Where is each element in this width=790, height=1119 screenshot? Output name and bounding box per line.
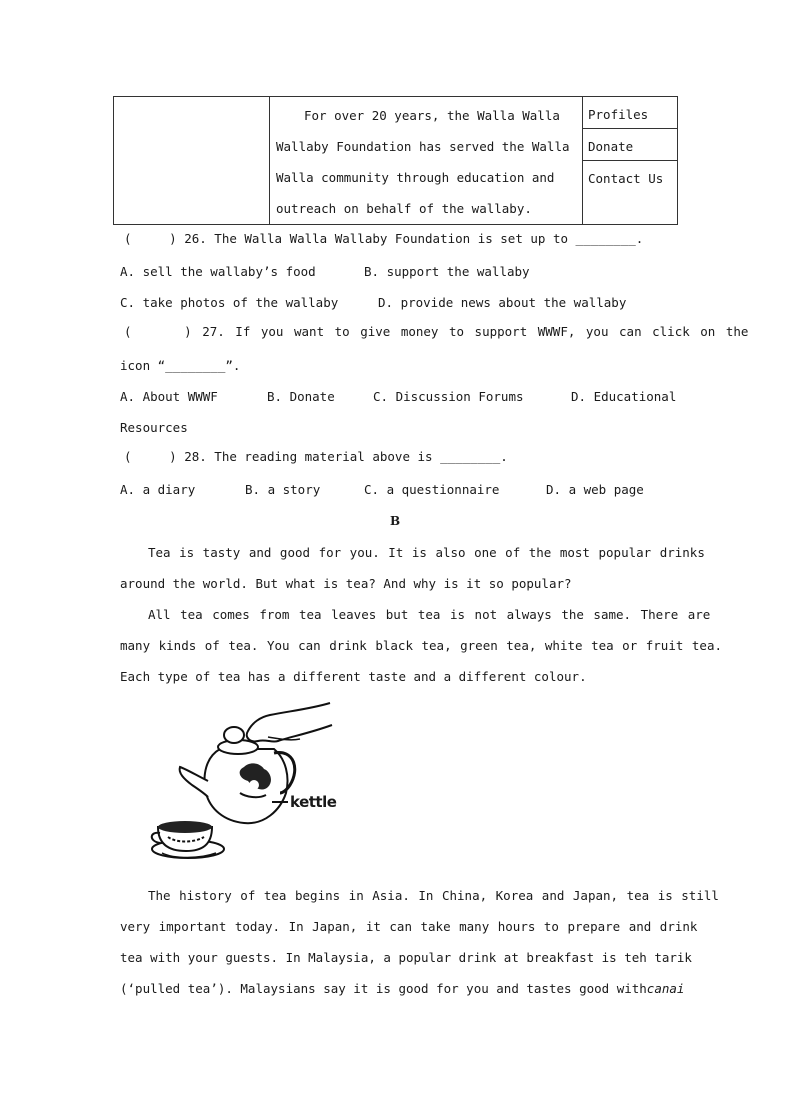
question-27-stem-line2: icon “________”. [120,358,241,373]
intro-line-4: outreach on behalf of the wallaby. [276,201,532,216]
q28-option-b: B. a story [245,482,321,497]
intro-line-3: Walla community through education and [276,170,555,185]
q27-option-c: C. Discussion Forums [373,389,524,404]
p3-line-1: The history of tea begins in Asia. In China, Korea and Japan, tea is still [148,888,719,903]
link-profiles[interactable]: Profiles [583,97,677,129]
section-b-heading: B [390,514,401,528]
website-table [113,96,678,225]
p3-line-3: tea with your guests. In Malaysia, a popular drink at breakfast is teh tarik [120,950,692,965]
links-cell [583,97,678,225]
p3-line-2: very important today. In Japan, it can take many hours to prepare and drink [120,919,698,934]
q26-option-b: B. support the wallaby [364,264,530,279]
paragraph-3 [120,880,719,1004]
intro-text-cell [270,97,583,225]
link-contact-us[interactable]: Contact Us [588,171,664,186]
question-27-stem-line1: ( ) 27. If you want to give money to support WWWF, you can click on the [124,324,749,339]
q28-option-a: A. a diary [120,482,196,497]
p1-line-2: around the world. But what is tea? And why is it so popular? [120,576,572,591]
q27-option-d-continued: Resources [120,420,188,435]
intro-line-1: For over 20 years, the Walla Walla [304,108,560,123]
p2-line-2: many kinds of tea. You can drink black tea, green tea, white tea or fruit tea. [120,638,722,653]
p3-line-4: (‘pulled tea’). Malaysians say it is good for you and tastes good with canai [120,973,670,1004]
question-26-stem: ( ) 26. The Walla Walla Wallaby Foundation is set up to ________. [124,231,644,246]
intro-line-2: Wallaby Foundation has served the Walla [276,139,570,154]
q27-option-b: B. Donate [267,389,335,404]
p1-line-1: Tea is tasty and good for you. It is also one of the most popular drinks [148,545,705,560]
paragraph-1 [120,537,705,599]
question-28-stem: ( ) 28. The reading material above is ________. [124,449,508,464]
link-donate[interactable]: Donate [583,129,677,161]
q27-option-d: D. Educational [571,389,677,404]
q26-option-a: A. sell the wallaby’s food [120,264,316,279]
kettle-drawing [140,697,370,867]
paragraph-2 [120,599,722,692]
p3-italic-word: canai [646,981,685,996]
tea-kettle-illustration [140,697,370,867]
q28-option-d: D. a web page [546,482,644,497]
p2-line-3: Each type of tea has a different taste and a different colour. [120,669,587,684]
p2-line-1: All tea comes from tea leaves but tea is not always the same. There are [148,607,711,622]
kettle-label: kettle [290,793,337,811]
q27-option-a: A. About WWWF [120,389,218,404]
q26-option-c: C. take photos of the wallaby [120,295,339,310]
image-placeholder-cell [114,97,270,225]
q26-option-d: D. provide news about the wallaby [378,295,627,310]
q28-option-c: C. a questionnaire [364,482,500,497]
